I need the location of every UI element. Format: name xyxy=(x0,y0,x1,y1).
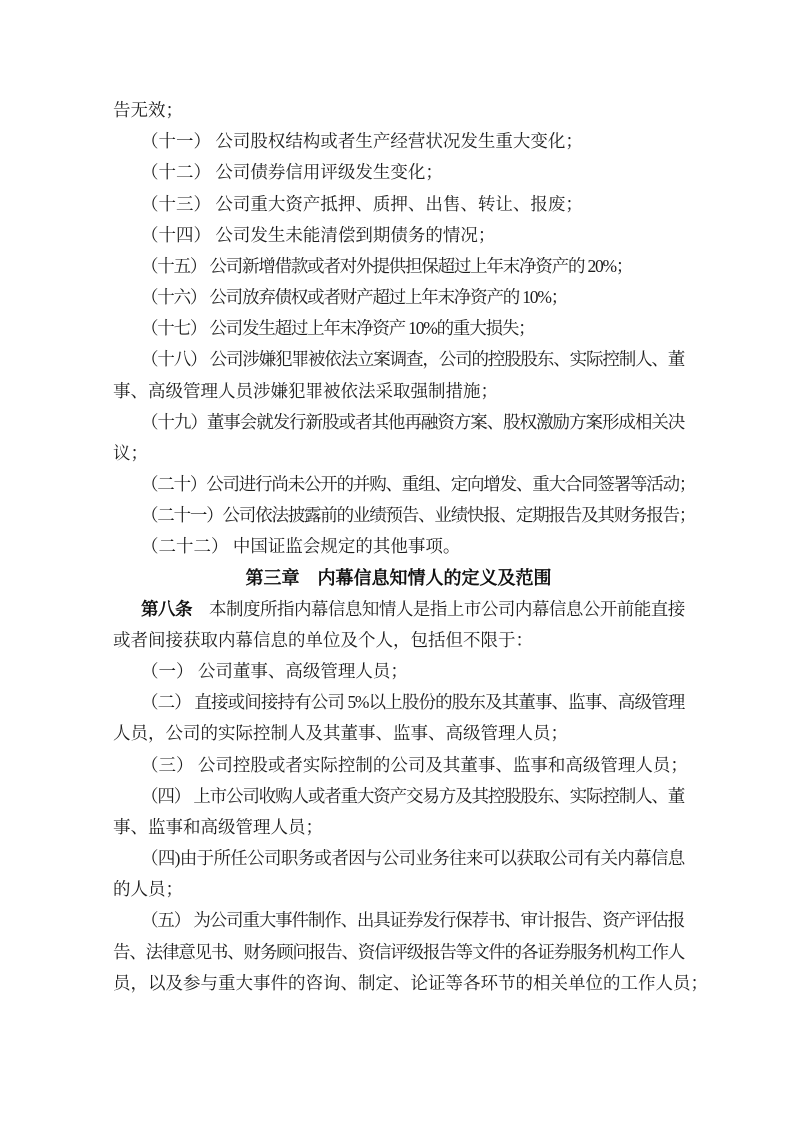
doc-line: 人员，公司的实际控制人及其董事、监事、高级管理人员； xyxy=(113,723,568,744)
doc-line: （十二） 公司债券信用评级发生变化； xyxy=(141,162,443,183)
doc-line: （十九）董事会就发行新股或者其他再融资方案、股权激励方案形成相关决 xyxy=(141,411,684,432)
doc-line: （二十）公司进行尚未公开的并购、重组、定向增发、重大合同签署等活动； xyxy=(141,474,696,495)
doc-line: （十四） 公司发生未能清偿到期债务的情况； xyxy=(141,224,496,245)
doc-line: 议； xyxy=(113,442,148,463)
doc-line: （四)由于所任公司职务或者因与公司业务往来可以获取公司有关内幕信息 xyxy=(141,848,684,869)
doc-line: （十五） 公司新增借款或者对外提供担保超过上年末净资产的 20%； xyxy=(141,255,633,276)
doc-line: （五） 为公司重大事件制作、出具证券发行保荐书、审计报告、资产评估报 xyxy=(141,910,684,931)
doc-line: （十八） 公司涉嫌犯罪被依法立案调查，公司的控股股东、实际控制人、董 xyxy=(141,349,684,370)
doc-line: 的人员； xyxy=(113,879,183,900)
article-lead-text: 本制度所指内幕信息知情人是指上市公司内幕信息公开前能直接 xyxy=(191,598,684,619)
doc-line: 员，以及参与重大事件的咨询、制定、论证等各环节的相关单位的工作人员； xyxy=(113,972,708,993)
doc-line: 或者间接获取内幕信息的单位及个人，包括但不限于： xyxy=(113,629,533,650)
doc-line: （二十二） 中国证监会规定的其他事项。 xyxy=(141,536,461,557)
doc-line: 告无效； xyxy=(113,100,183,120)
document-text-block xyxy=(113,95,708,999)
article-number: 第八条 xyxy=(141,599,192,620)
doc-line: （十一） 公司股权结构或者生产经营状况发生重大变化； xyxy=(141,131,583,152)
doc-line: （一） 公司董事、高级管理人员； xyxy=(141,661,408,682)
doc-line: （十六） 公司放弃债权或者财产超过上年末净资产的 10%； xyxy=(141,287,568,308)
doc-line: （十三） 公司重大资产抵押、质押、出售、转让、报废； xyxy=(141,193,583,214)
doc-line: 事、高级管理人员涉嫌犯罪被依法采取强制措施； xyxy=(113,380,498,401)
doc-line: 告、法律意见书、财务顾问报告、资信评级报告等文件的各证券服务机构工作人 xyxy=(113,941,684,962)
doc-line: （三） 公司控股或者实际控制的公司及其董事、监事和高级管理人员； xyxy=(141,754,688,775)
doc-line: 事、监事和高级管理人员； xyxy=(113,816,323,837)
doc-line: （二十一）公司依法披露前的业绩预告、业绩快报、定期报告及其财务报告； xyxy=(141,505,696,526)
article-lead-line xyxy=(113,594,684,625)
doc-line: （二） 直接或间接持有公司 5%以上股份的股东及其董事、监事、高级管理 xyxy=(141,692,684,713)
doc-line: （四） 上市公司收购人或者重大资产交易方及其控股股东、实际控制人、董 xyxy=(141,785,684,806)
doc-line: （十七） 公司发生超过上年末净资产 10%的重大损失； xyxy=(141,318,535,339)
chapter-heading: 第三章 内幕信息知情人的定义及范围 xyxy=(245,567,552,589)
